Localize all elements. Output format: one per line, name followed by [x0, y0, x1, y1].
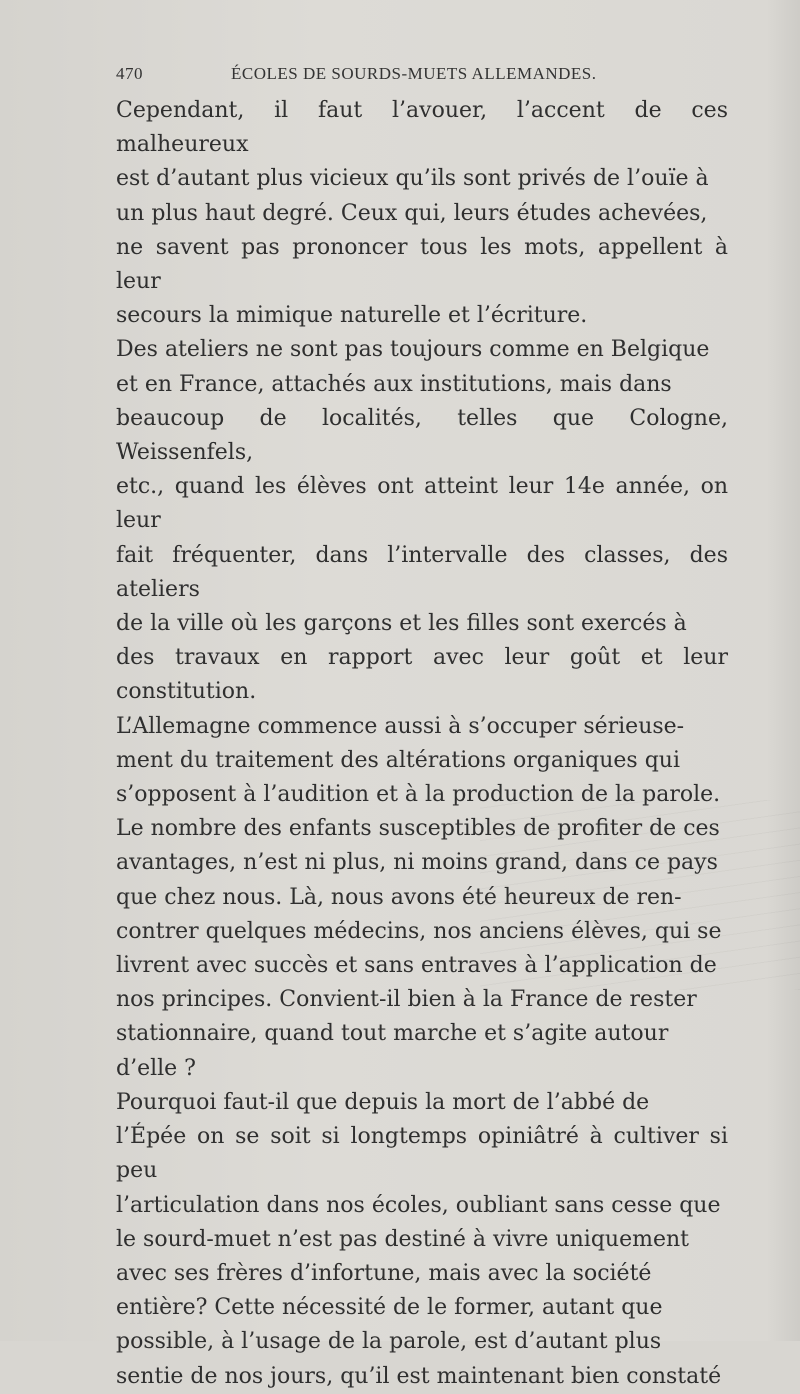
paragraph-3: L’Allemagne commence aussi à s’occuper sérieuse- ment du traitement des altérations organiques qui s’opposent à l’audition et à la production de la parole. Le nombre des enfants susceptibles de profiter de ces avantages, n’est ni plus, ni moins grand, dans ce pays que chez nous. Là, nous avons été heureux de ren- contrer quelques médecins, nos anciens élèves, qui se livrent avec succès et sans entraves à l’application de nos principes. Convient-il bien à la France de rester stationnaire, quand tout marche et s’agite autour d’elle ? [116, 713, 722, 1081]
running-head [116, 60, 728, 94]
running-head-title: ÉCOLES DE SOURDS-MUETS ALLEMANDES. [231, 64, 597, 83]
page-edge-shadow [766, 0, 800, 1341]
page-content [116, 60, 728, 1394]
paragraph-1: Cependant, il faut l’avouer, l’accent de ces malheureux est d’autant plus vicieux qu’ils sont privés de l’ouïe à un plus haut degré. Ceux qui, leurs études achevées, ne savent pas prononcer tous les mots, appellent à leur secours la mimique naturelle et l’écriture. [116, 98, 728, 329]
paragraph-2: Des ateliers ne sont pas toujours comme en Belgique et en France, attachés aux institutions, mais dans beaucoup de localités, telles que Cologne, Weissenfels, etc., quand les élèves ont atteint leur 14e année, on leur fait fréquenter, dans l’intervalle des classes, des ateliers de la ville où les garçons et les filles sont exercés à des travaux en rapport avec leur goût et leur constitution. [116, 337, 728, 705]
paragraph-4: Pourquoi faut-il que depuis la mort de l’abbé de l’Épée on se soit si longtemps opiniâtré à cultiver si peu l’articulation dans nos écoles, oubliant sans cesse que le sourd-muet n’est pas destiné à vivre uniquement avec ses frères d’infortune, mais avec la société entière? Cette nécessité de le former, autant que possible, à l’usage de la parole, est d’autant plus sentie de nos jours, qu’il est maintenant bien constaté [116, 1089, 728, 1389]
page-number: 470 [116, 64, 143, 83]
